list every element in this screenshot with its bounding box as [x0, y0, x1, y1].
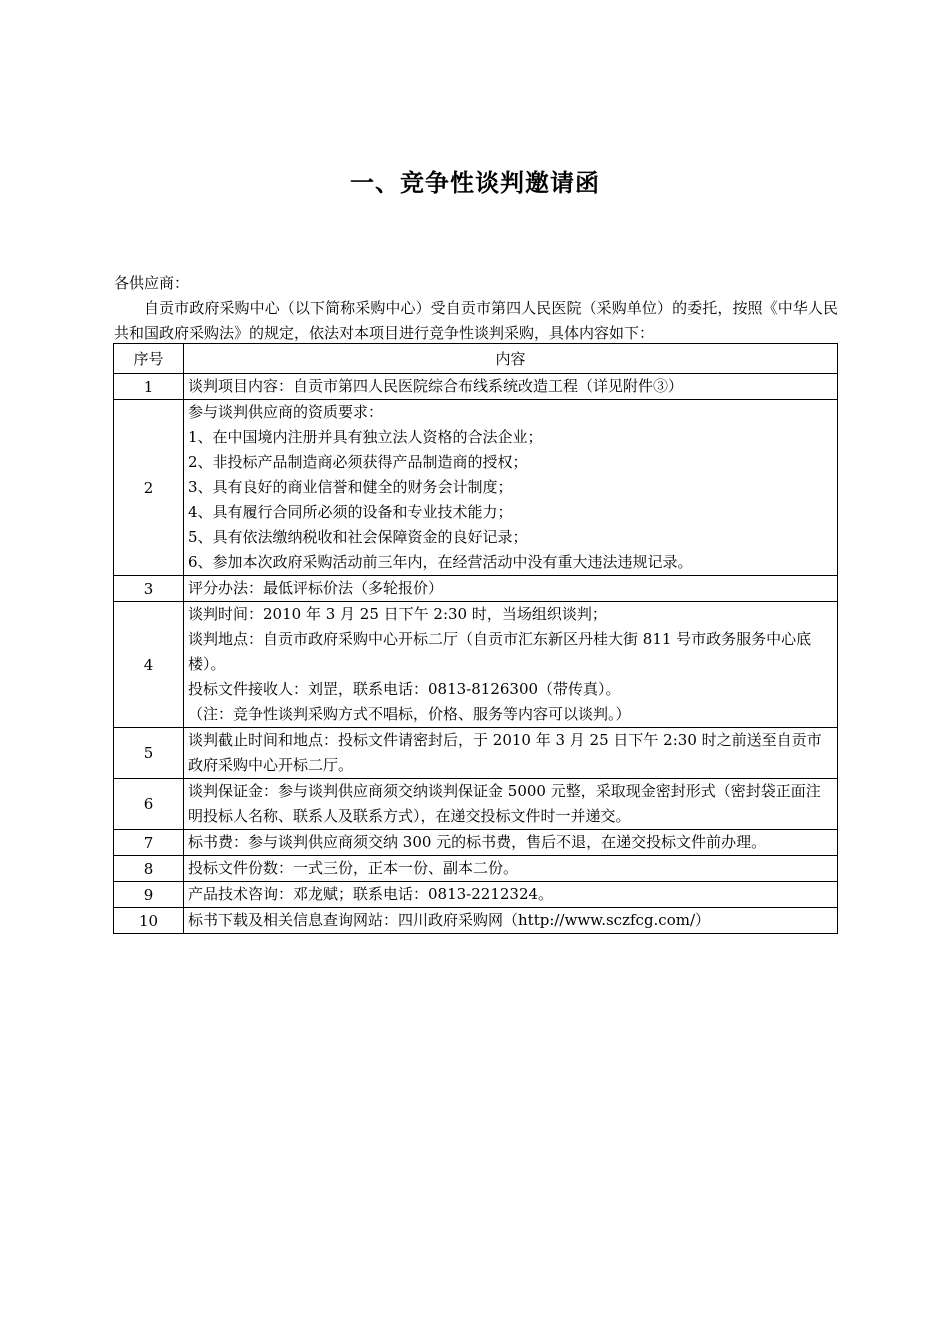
intro-paragraph: 自贡市政府采购中心（以下简称采购中心）受自贡市第四人民医院（采购单位）的委托，按照《中华人民共和国政府采购法》的规定，依法对本项目进行竞争性谈判采购，具体内容如下：	[114, 299, 838, 342]
content-line: （注：竞争性谈判采购方式不唱标，价格、服务等内容可以谈判。）	[188, 705, 631, 723]
content-line: 投标文件份数：一式三份，正本一份、副本二份。	[188, 859, 519, 877]
table-row	[114, 576, 838, 602]
row-number: 6	[114, 779, 184, 830]
row-number: 8	[114, 856, 184, 882]
table-row	[114, 374, 838, 400]
content-line: 谈判保证金：参与谈判供应商须交纳谈判保证金 5000 元整，采取现金密封形式（密封袋正面注明投标人名称、联系人及联系方式），在递交投标文件时一并递交。	[188, 782, 821, 825]
row-content	[184, 576, 838, 602]
table-row	[114, 728, 838, 779]
row-content	[184, 602, 838, 728]
table-row	[114, 856, 838, 882]
row-content	[184, 882, 838, 908]
content-line: 谈判时间：2010 年 3 月 25 日下午 2:30 时，当场组织谈判；	[188, 605, 607, 623]
row-content	[184, 728, 838, 779]
content-line: 6、参加本次政府采购活动前三年内，在经营活动中没有重大违法违规记录。	[188, 553, 693, 571]
table-row	[114, 779, 838, 830]
row-content	[184, 400, 838, 576]
content-line: 标书下载及相关信息查询网站：四川政府采购网（http://www.sczfcg.com/）	[188, 911, 711, 929]
header-content: 内容	[184, 344, 838, 374]
table-row	[114, 882, 838, 908]
salutation: 各供应商：	[114, 274, 190, 292]
requirements-table	[113, 343, 838, 934]
row-number: 1	[114, 374, 184, 400]
header-number: 序号	[114, 344, 184, 374]
row-number: 9	[114, 882, 184, 908]
content-line: 谈判项目内容：自贡市第四人民医院综合布线系统改造工程（详见附件③）	[188, 377, 684, 395]
table-row	[114, 602, 838, 728]
table-row	[114, 908, 838, 934]
table-body	[114, 374, 838, 934]
row-number: 10	[114, 908, 184, 934]
content-line: 4、具有履行合同所必须的设备和专业技术能力；	[188, 503, 513, 521]
row-content	[184, 856, 838, 882]
row-number: 2	[114, 400, 184, 576]
table-row	[114, 400, 838, 576]
row-content	[184, 779, 838, 830]
row-number: 7	[114, 830, 184, 856]
table-row	[114, 830, 838, 856]
row-number: 4	[114, 602, 184, 728]
table-header-row	[114, 344, 838, 374]
content-line: 2、非投标产品制造商必须获得产品制造商的授权；	[188, 453, 528, 471]
content-line: 谈判地点：自贡市政府采购中心开标二厅（自贡市汇东新区丹桂大街 811 号市政务服务中心底楼）。	[188, 630, 812, 673]
row-content	[184, 374, 838, 400]
content-line: 参与谈判供应商的资质要求：	[188, 403, 384, 421]
content-line: 产品技术咨询：邓龙赋；联系电话：0813-2212324。	[188, 885, 554, 903]
row-content	[184, 908, 838, 934]
content-line: 谈判截止时间和地点：投标文件请密封后，于 2010 年 3 月 25 日下午 2:30 时之前送至自贡市政府采购中心开标二厅。	[188, 731, 822, 774]
content-line: 标书费：参与谈判供应商须交纳 300 元的标书费，售后不退，在递交投标文件前办理。	[188, 833, 767, 851]
content-line: 1、在中国境内注册并具有独立法人资格的合法企业；	[188, 428, 543, 446]
page-title: 一、竞争性谈判邀请函	[350, 169, 600, 197]
row-content	[184, 830, 838, 856]
row-number: 3	[114, 576, 184, 602]
content-line: 投标文件接收人：刘罡，联系电话：0813-8126300（带传真）。	[188, 680, 621, 698]
row-number: 5	[114, 728, 184, 779]
content-line: 评分办法：最低评标价法（多轮报价）	[188, 579, 444, 597]
content-line: 5、具有依法缴纳税收和社会保障资金的良好记录；	[188, 528, 528, 546]
content-line: 3、具有良好的商业信誉和健全的财务会计制度；	[188, 478, 513, 496]
